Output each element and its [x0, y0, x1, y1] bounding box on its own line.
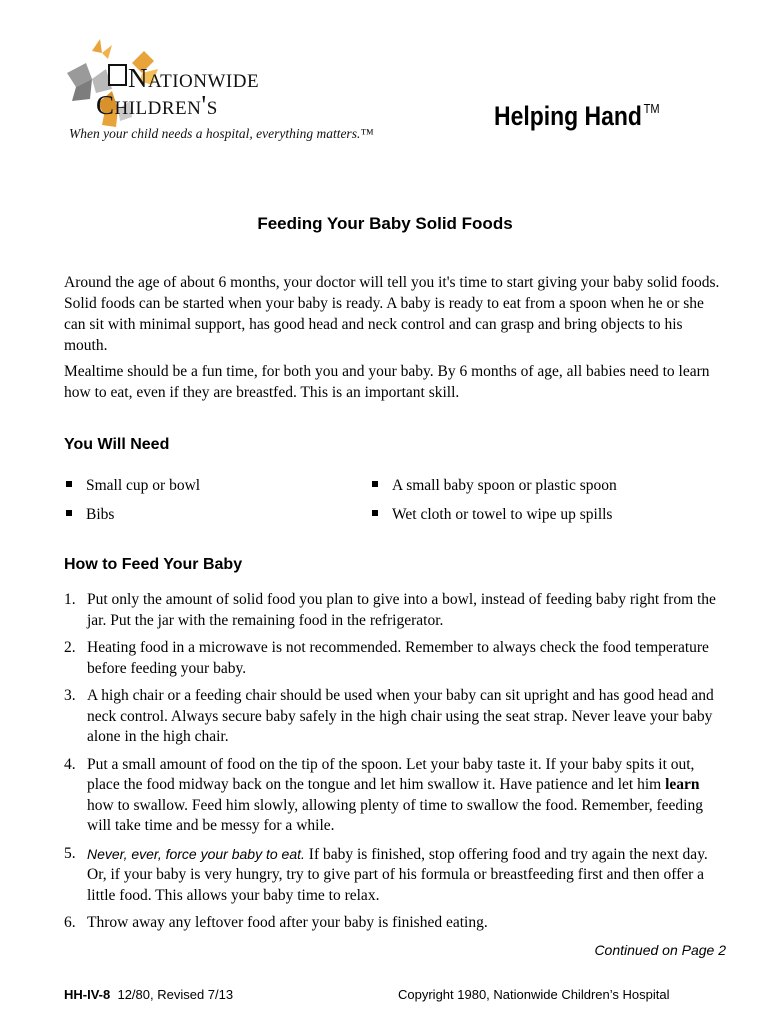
list-item-text: Bibs: [86, 506, 115, 523]
bullet-icon: [372, 510, 378, 516]
step-item: [64, 686, 728, 748]
step-emphasis: Never, ever, force your baby to eat.: [87, 845, 305, 862]
intro-paragraph-2: Mealtime should be a fun time, for both you and your baby. By 6 months of age, all babies need to learn how to eat, even if they are breastfed. This is an important skill.: [64, 363, 710, 401]
step-item: [64, 638, 728, 679]
step-item: [64, 844, 728, 907]
list-item: [66, 477, 200, 495]
step-text: Put only the amount of solid food you plan to give into a bowl, instead of feeding baby right from the jar. Put the jar with the remaining food in the refrigerator.: [87, 591, 716, 629]
step-number: 2.: [64, 639, 76, 656]
list-item: [66, 506, 114, 524]
step-text: Throw away any leftover food after your baby is finished eating.: [87, 914, 488, 931]
how-to-feed-heading: How to Feed Your Baby: [64, 556, 243, 573]
feeding-steps-list: [64, 590, 728, 941]
list-item: [372, 477, 617, 495]
brand-name: Helping Hand: [494, 101, 642, 131]
logo-square-icon: [108, 64, 127, 86]
intro-paragraph-1: Around the age of about 6 months, your doctor will tell you it's time to start giving your baby solid foods. Solid foods can be started when your baby is ready. A baby is ready to eat from a spoon when he or she can sit with minimal support, has good head and neck control and can grasp and bring objects to his mouth.: [64, 274, 720, 354]
step-number: 4.: [64, 755, 76, 773]
step-text: If baby is finished, stop offering food and try again the next day. Or, if your baby is very hungry, try to give part of his formula or breastfeeding first and then offer a little food. This allows your baby time to relax.: [87, 845, 708, 904]
step-text: Put a small amount of food on the tip of the spoon. Let your baby taste it. If your baby spits it out, place the food midway back on the tongue and let him swallow it. Have patience and let him: [87, 755, 695, 793]
step-number: 5.: [64, 844, 76, 862]
step-text: Heating food in a microwave is not recommended. Remember to always check the food temperature before feeding your baby.: [87, 639, 709, 677]
document-code: HH-IV-8: [64, 987, 111, 1002]
list-item: [372, 506, 612, 524]
bullet-icon: [372, 481, 378, 487]
step-number: 1.: [64, 591, 76, 608]
step-number: 6.: [64, 914, 76, 931]
step-number: 3.: [64, 687, 76, 704]
page-title: Feeding Your Baby Solid Foods: [257, 214, 513, 233]
continued-note: Continued on Page 2: [594, 942, 726, 958]
helping-hand-brand: [494, 101, 660, 132]
brand-trademark: TM: [643, 101, 660, 116]
logo-line1: Nationwide: [128, 63, 260, 93]
bullet-icon: [66, 510, 72, 516]
nationwide-childrens-logo: [62, 33, 374, 151]
step-item: [64, 913, 728, 934]
step-text: how to swallow. Feed him slowly, allowing plenty of time to swallow the food. Remember, feeding will take time and be messy for a while.: [87, 796, 703, 834]
footer-code: [64, 987, 233, 1002]
list-item-text: Small cup or bowl: [86, 477, 201, 494]
document-date: 12/80, Revised 7/13: [117, 987, 234, 1002]
step-bold-word: learn: [665, 776, 700, 793]
list-item-text: Wet cloth or towel to wipe up spills: [392, 506, 613, 523]
logo-line2: Children's: [96, 90, 218, 120]
list-item-text: A small baby spoon or plastic spoon: [392, 477, 617, 494]
step-text: A high chair or a feeding chair should be used when your baby can sit upright and has good head and neck control. Always secure baby safely in the high chair using the seat strap. Never leave your baby alone in the high chair.: [87, 687, 714, 745]
you-will-need-heading: You Will Need: [64, 436, 170, 453]
footer-copyright: Copyright 1980, Nationwide Children’s Hospital: [398, 987, 670, 1002]
step-item: [64, 755, 728, 837]
logo-tagline: When your child needs a hospital, everything matters.™: [69, 126, 374, 141]
bullet-icon: [66, 481, 72, 487]
step-item: [64, 590, 728, 631]
